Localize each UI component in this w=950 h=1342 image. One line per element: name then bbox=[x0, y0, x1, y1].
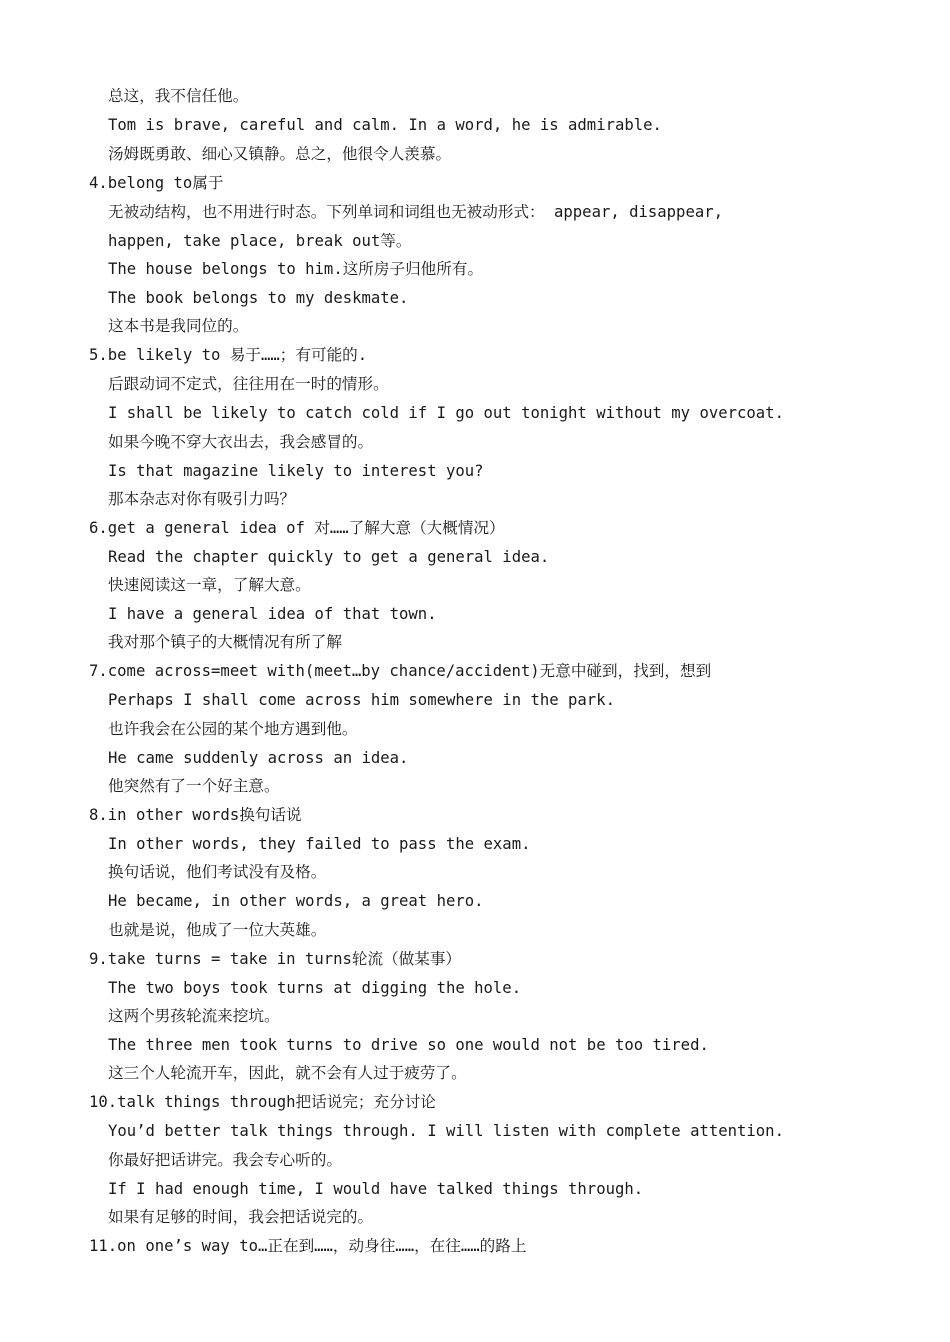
text-line: 如果今晚不穿大衣出去，我会感冒的。 bbox=[108, 433, 374, 451]
text-line: The two boys took turns at digging the hole. bbox=[108, 979, 522, 997]
heading-line: 9.take turns = take in turns轮流（做某事） bbox=[89, 950, 462, 968]
heading-line: 11.on one’s way to…正在到……，动身往……，在往……的路上 bbox=[89, 1237, 527, 1255]
text-line: 我对那个镇子的大概情况有所了解 bbox=[108, 633, 342, 651]
text-line: Perhaps I shall come across him somewhere in the park. bbox=[108, 691, 615, 709]
text-line: 你最好把话讲完。我会专心听的。 bbox=[108, 1151, 342, 1169]
text-line: 汤姆既勇敢、细心又镇静。总之，他很令人羡慕。 bbox=[108, 145, 452, 163]
text-line: 他突然有了一个好主意。 bbox=[108, 777, 280, 795]
text-line: 这两个男孩轮流来挖坑。 bbox=[108, 1007, 280, 1025]
text-line: You’d better talk things through. I will listen with complete attention. bbox=[108, 1122, 784, 1140]
text-line: 也就是说，他成了一位大英雄。 bbox=[108, 921, 327, 939]
heading-line: 5.be likely to 易于……；有可能的. bbox=[89, 346, 368, 364]
text-line: The book belongs to my deskmate. bbox=[108, 289, 409, 307]
text-line: I have a general idea of that town. bbox=[108, 605, 437, 623]
text-line: 快速阅读这一章，了解大意。 bbox=[108, 576, 311, 594]
heading-line: 7.come across=meet with(meet…by chance/accident)无意中碰到，找到，想到 bbox=[89, 662, 712, 680]
text-line: In other words, they failed to pass the exam. bbox=[108, 835, 531, 853]
text-line: 如果有足够的时间，我会把话说完的。 bbox=[108, 1208, 374, 1226]
text-line: The three men took turns to drive so one would not be too tired. bbox=[108, 1036, 709, 1054]
text-line: 这本书是我同位的。 bbox=[108, 317, 249, 335]
text-line: 那本杂志对你有吸引力吗？ bbox=[108, 490, 296, 508]
text-line: 换句话说，他们考试没有及格。 bbox=[108, 863, 327, 881]
text-line: 这三个人轮流开车，因此，就不会有人过于疲劳了。 bbox=[108, 1064, 467, 1082]
text-line: 后跟动词不定式，往往用在一时的情形。 bbox=[108, 375, 389, 393]
text-line: Is that magazine likely to interest you? bbox=[108, 462, 484, 480]
text-line: 无被动结构，也不用进行时态。下列单词和词组也无被动形式： appear, disappear, bbox=[108, 203, 724, 221]
text-line: I shall be likely to catch cold if I go out tonight without my overcoat. bbox=[108, 404, 784, 422]
heading-line: 4.belong to属于 bbox=[89, 174, 224, 192]
text-line: He came suddenly across an idea. bbox=[108, 749, 409, 767]
text-line: Tom is brave, careful and calm. In a word, he is admirable. bbox=[108, 116, 662, 134]
heading-line: 10.talk things through把话说完；充分讨论 bbox=[89, 1093, 436, 1111]
text-line: He became, in other words, a great hero. bbox=[108, 892, 484, 910]
text-line: If I had enough time, I would have talked things through. bbox=[108, 1180, 644, 1198]
text-line: The house belongs to him.这所房子归他所有。 bbox=[108, 260, 484, 278]
heading-line: 6.get a general idea of 对……了解大意（大概情况） bbox=[89, 519, 505, 537]
text-line: happen, take place, break out等。 bbox=[108, 232, 412, 250]
text-line: 总这，我不信任他。 bbox=[108, 87, 249, 105]
text-line: Read the chapter quickly to get a general idea. bbox=[108, 548, 550, 566]
text-line: 也许我会在公园的某个地方遇到他。 bbox=[108, 720, 358, 738]
heading-line: 8.in other words换句话说 bbox=[89, 806, 302, 824]
